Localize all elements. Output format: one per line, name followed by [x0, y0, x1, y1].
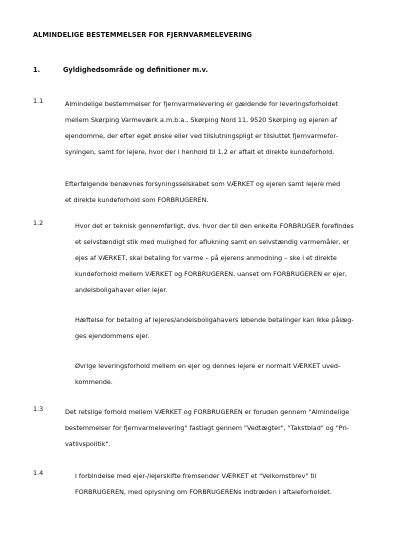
- paragraph-block: [75, 358, 340, 390]
- text-line: et direkte kundeforhold som FORBRUGEREN.: [65, 196, 209, 204]
- text-line: vatlivspolitik".: [65, 440, 111, 448]
- paragraph-block: [75, 468, 332, 500]
- text-line: kundeforhold mellem VÆRKET og FORBRUGEREN, uanset om FORBRUGEREN er ejer,: [75, 270, 347, 278]
- text-line: syningen, samt for lejere, hvor der i henhold til 1.2 er aftalt et direkte kundeforhold.: [65, 148, 335, 156]
- text-line: mellem Skørping Varmeværk a.m.b.a., Skørping Nord 11, 9520 Skørping og ejeren af: [65, 116, 337, 124]
- text-line: ges ejendommens ejer.: [75, 332, 150, 340]
- text-line: Øvrige leveringsforhold mellem en ejer og dennes lejere er normalt VÆRKET uved-: [75, 362, 341, 370]
- text-line: I forbindelse med ejer-/lejerskifte fremsender VÆRKET et "Velkomstbrev" til: [75, 472, 317, 480]
- text-line: Hæftelse for betaling af lejeres/andelsboligahavers løbende betalinger kan ikke pålæg-: [75, 316, 354, 324]
- document-title: ALMINDELIGE BESTEMMELSER FOR FJERNVARMELEVERING: [33, 31, 252, 39]
- section-title: Gyldighedsområde og definitioner m.v.: [63, 66, 208, 74]
- paragraph-block: [65, 96, 338, 160]
- paragraph-number: 1.3: [33, 405, 44, 413]
- text-line: ejendomme, der efter eget ønske eller ved tilslutningspligt er tilsluttet fjernvarmefor-: [65, 132, 339, 140]
- paragraph-block: [75, 218, 354, 298]
- text-line: bestemmelser for fjernvarmelevering" fastlagt gennem "Vedtægter", "Takstblad" og "Pri-: [65, 424, 350, 432]
- paragraph-block: [65, 404, 349, 452]
- text-line: Det retslige forhold mellem VÆRKET og FORBRUGEREN er foruden gennem "Almindelige: [65, 408, 350, 416]
- text-line: andelsboligahaver eller lejer.: [75, 286, 168, 294]
- text-line: Almindelige bestemmelser for fjernvarmelevering er gældende for leveringsforholdet: [65, 100, 339, 108]
- text-line: Hvor det er teknisk gennemførligt, dvs. hvor der til den enkelte FORBRUGER forefindes: [75, 222, 354, 230]
- text-line: kommende.: [75, 378, 113, 386]
- text-line: Efterfølgende benævnes forsyningsselskabet som VÆRKET og ejeren samt lejere med: [65, 180, 341, 188]
- section-heading: [33, 65, 208, 75]
- paragraph-block: [65, 176, 340, 208]
- text-line: FORBRUGEREN, med oplysning om FORBRUGERENs indtræden i aftaleforholdet.: [75, 488, 332, 496]
- paragraph-number: 1.2: [33, 219, 44, 227]
- paragraph-number: 1.1: [33, 97, 44, 105]
- paragraph-block: [75, 312, 354, 344]
- text-line: et selvstændigt stik med mulighed for aflukning samt en selvstændig varmemåler, er: [75, 238, 350, 246]
- paragraph-number: 1.4: [33, 469, 44, 477]
- section-number: 1.: [33, 66, 41, 74]
- text-line: ejes af VÆRKET, skal betaling for varme – på ejerens anmodning – ske i et direkte: [75, 254, 337, 262]
